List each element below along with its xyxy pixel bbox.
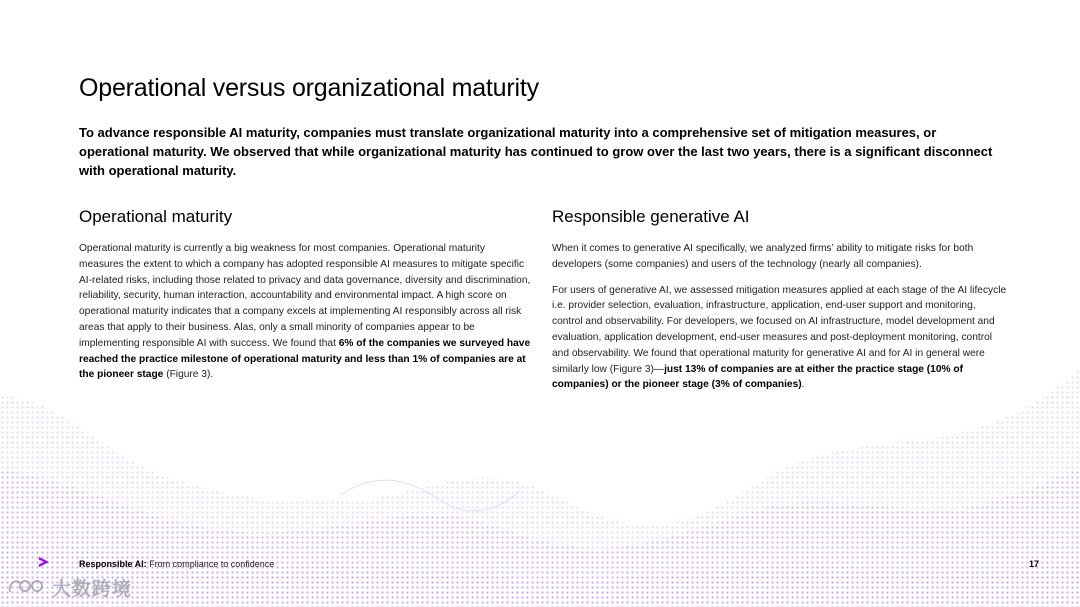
intro-paragraph: To advance responsible AI maturity, companies must translate organizational maturity into a comprehensive set of mitigation measures, or operational maturity. We observed that while organizational maturity has continued to grow over the last two years, there is a significant disconnect with operational maturity. <box>79 125 993 178</box>
paragraph-highlight: just 13% of companies are at either the practice stage (10% of companies) or the pioneer stage (3% of companies) <box>552 363 964 391</box>
footer-report-title-rest: From compliance to confidence <box>146 559 275 569</box>
paragraph-text-end: . <box>801 379 805 391</box>
footer-report-title <box>79 559 274 569</box>
watermark-logo-icon <box>6 574 48 600</box>
operational-maturity-heading: Operational maturity <box>79 207 233 226</box>
accenture-chevron-logo-icon <box>37 556 51 570</box>
watermark-text: 大数跨境 <box>52 578 133 600</box>
paragraph-text: Operational maturity is currently a big weakness for most companies. Operational maturity measures the extent to which a company has adopted responsible AI measures to mitigate specific AI-related risks, including those related to privacy and data governance, diversity and discrimination, reliability, security, human interaction, accountability and environmental impact. A high score on operational maturity indicates that a company excels at implementing AI responsibly across all risk areas that apply to their business. Alas, only a small minority of companies appear to be implementing responsible AI with success. We found that <box>79 243 531 349</box>
responsible-generative-ai-heading: Responsible generative AI <box>552 207 750 226</box>
responsible-generative-ai-section <box>552 206 1007 403</box>
paragraph-text-end: (Figure 3). <box>163 369 214 381</box>
generative-ai-paragraph-1: When it comes to generative AI specifically, we analyzed firms’ ability to mitigate risks for both developers (some companies) and users of the technology (nearly all companies). <box>552 243 974 270</box>
footer-report-title-bold: Responsible AI: <box>79 559 147 569</box>
page-title: Operational versus organizational maturity <box>79 74 539 102</box>
operational-maturity-section <box>79 206 531 393</box>
generative-ai-paragraph-2 <box>552 283 1007 394</box>
operational-maturity-paragraph <box>79 241 531 383</box>
page-number: 17 <box>1029 559 1040 569</box>
paragraph-highlight: 6% of the companies we surveyed have reached the practice milestone of operational maturity and less than 1% of companies are at the pioneer stage <box>79 337 531 381</box>
watermark <box>6 572 132 602</box>
paragraph-text: For users of generative AI, we assessed mitigation measures applied at each stage of the AI lifecycle i.e. provider selection, evaluation, infrastructure, application, end-user support and monitoring, control and observability. For developers, we focused on AI infrastructure, model development and evaluation, application development, end-user measures and post-deployment monitoring, control and observability. We found that operational maturity for generative AI and for AI in general were similarly low (Figure 3)— <box>552 284 1007 375</box>
